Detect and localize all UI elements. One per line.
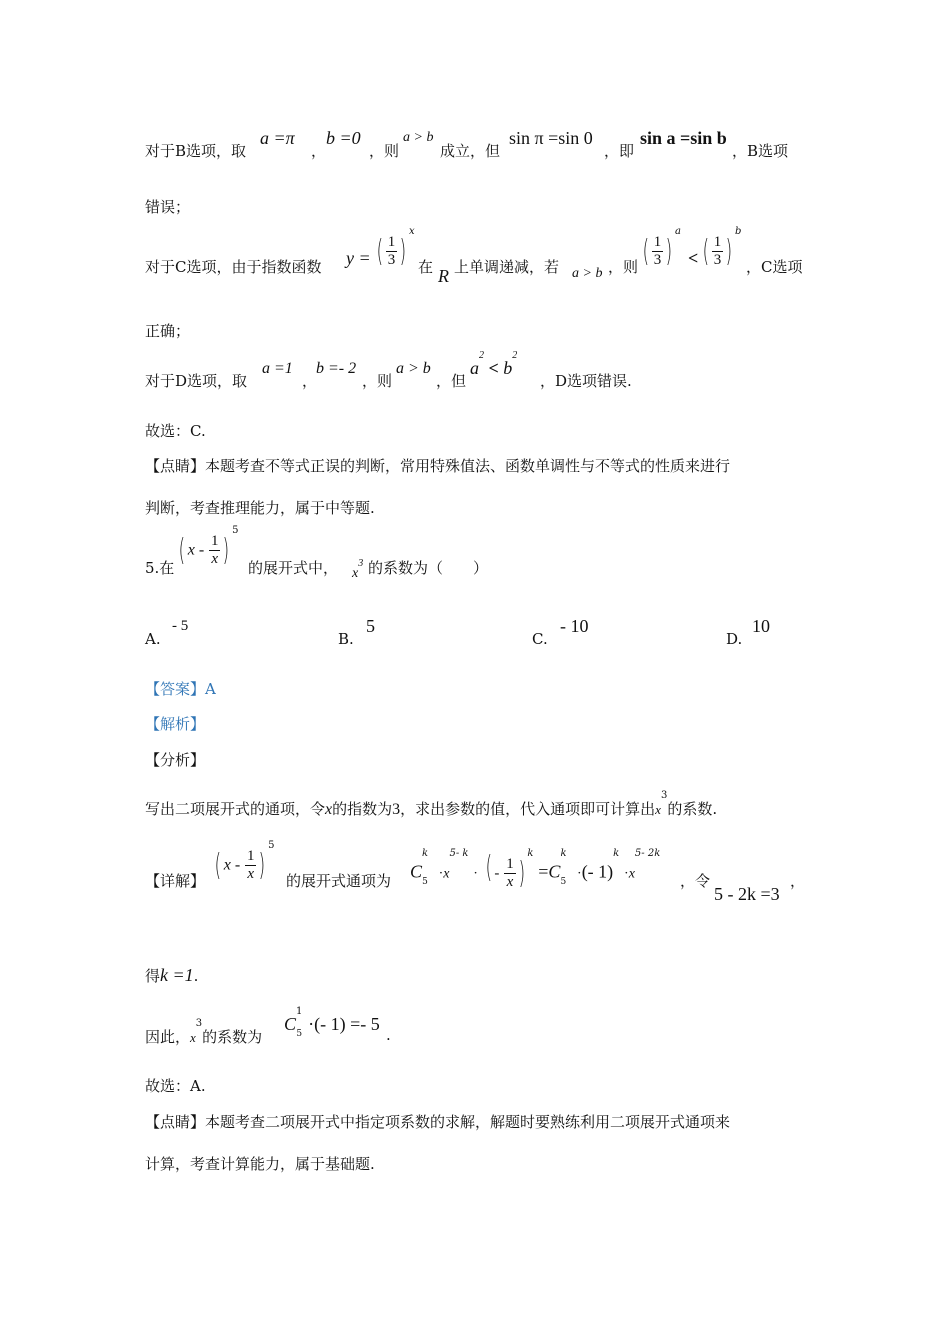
math-a-gt-b: a > b — [572, 266, 603, 281]
option-a-value: - 5 — [172, 618, 189, 634]
detail-heading: 【详解】 — [145, 872, 206, 890]
math-a-eq-pi: a =π — [260, 128, 295, 148]
coefficient-line: 因此，$x^3$的系数为 — [145, 1018, 263, 1046]
text: ， — [302, 372, 318, 390]
text: 正确； — [145, 322, 191, 340]
math-third-pow-a: ( $\frac{1}{3}$ )$^a$ — [642, 226, 681, 269]
math-coefficient: $C^1_5$ ·(- 1) =- 5 — [284, 1006, 380, 1039]
option-a-label: A. — [145, 630, 161, 648]
text: ，则 — [608, 258, 639, 276]
text: 的展开式通项为 — [286, 872, 392, 890]
math-lt: < — [688, 248, 699, 268]
math-a-eq-1: a =1 — [262, 360, 293, 377]
text: 在 — [418, 258, 434, 276]
text: 错误； — [145, 198, 191, 216]
text: 的系数为（ ） — [368, 559, 489, 577]
option-b-label: B. — [338, 630, 354, 648]
text: 的展开式中， — [248, 559, 339, 577]
analysis-heading: 【解析】 — [145, 715, 206, 733]
text: ，但 — [436, 372, 467, 390]
math-sin-a-sin-b: sin a =sin b — [640, 128, 727, 148]
option-b-value: 5 — [366, 616, 375, 636]
math-b-eq-neg2: b =- 2 — [316, 360, 357, 377]
option-b-analysis-line — [145, 140, 246, 161]
note-line-2: 计算，考查计算能力，属于基础题. — [145, 1155, 375, 1173]
text: ，D选项错误. — [540, 372, 632, 390]
option-d-label: D. — [726, 630, 743, 648]
math-binomial: ( x - $\frac{1}{x}$ )$^5$ — [178, 525, 239, 568]
math-R: R — [438, 266, 449, 286]
text: 对于B选项，取 — [145, 142, 247, 160]
note-line-1: 【点睛】本题考查二项展开式中指定项系数的求解，解题时要熟练利用二项展开式通项来 — [145, 1113, 731, 1131]
math-sin-pi: sin π =sin 0 — [509, 128, 593, 148]
math-condition: 5 - 2k =3 — [714, 884, 780, 904]
text: ，C选项 — [746, 258, 803, 276]
text: ，则 — [369, 142, 400, 160]
text: ， — [311, 142, 327, 160]
math-a-gt-b: a > b — [396, 360, 431, 377]
text: ，B选项 — [732, 142, 789, 160]
option-c-label: C. — [532, 630, 548, 648]
note-line-2: 判断，考查推理能力，属于中等题. — [145, 499, 375, 517]
math-third-pow-x: ( $\frac{1}{3}$ )$^x$ — [376, 226, 415, 269]
text: 对于D选项，取 — [145, 372, 248, 390]
math-x3: $x^3$ — [352, 558, 364, 581]
note-line-1: 【点睛】本题考查不等式正误的判断，常用特殊值法、函数单调性与不等式的性质来进行 — [145, 457, 731, 475]
text: . — [386, 1026, 391, 1044]
k-result-line: 得k =1. — [145, 965, 199, 985]
option-c-value: - 10 — [560, 616, 589, 636]
text: ， — [790, 872, 806, 890]
fenxi-heading: 【分析】 — [145, 751, 206, 769]
math-general-term: $C^k_5 \cdot x^{5- k}$ · ( - $\frac{1}{x}$ )$^k =C^k_5$ ·(- $1)^k \cdot x^{5- 2k}$ — [410, 848, 661, 891]
math-y-eq: y = — [346, 248, 371, 268]
choice-line: 故选：C. — [145, 422, 206, 440]
math-third-pow-b: ( $\frac{1}{3}$ )$^b$ — [702, 226, 742, 269]
answer-line: 【答案】A — [145, 680, 216, 698]
text: ，即 — [604, 142, 635, 160]
text: 成立，但 — [440, 142, 501, 160]
math-a-gt-b: a > b — [403, 130, 434, 145]
choice-line: 故选：A. — [145, 1077, 206, 1095]
text: 对于C选项，由于指数函数 — [145, 258, 322, 276]
text: ，令 — [680, 872, 711, 890]
math-a2-lt-b2: $a^2 < b^2$ — [470, 350, 518, 378]
fenxi-text: 写出二项展开式的通项，令x的指数为3，求出参数的值，代入通项即可计算出$x^3$的系数. — [145, 790, 718, 818]
math-binomial: ( x - $\frac{1}{x}$ )$^5$ — [214, 840, 275, 883]
option-d-value: 10 — [752, 616, 770, 636]
text: 上单调递减，若 — [454, 258, 560, 276]
text: ，则 — [362, 372, 393, 390]
math-b-eq-0: b =0 — [326, 128, 361, 148]
question-number: 5.在 — [145, 559, 175, 577]
